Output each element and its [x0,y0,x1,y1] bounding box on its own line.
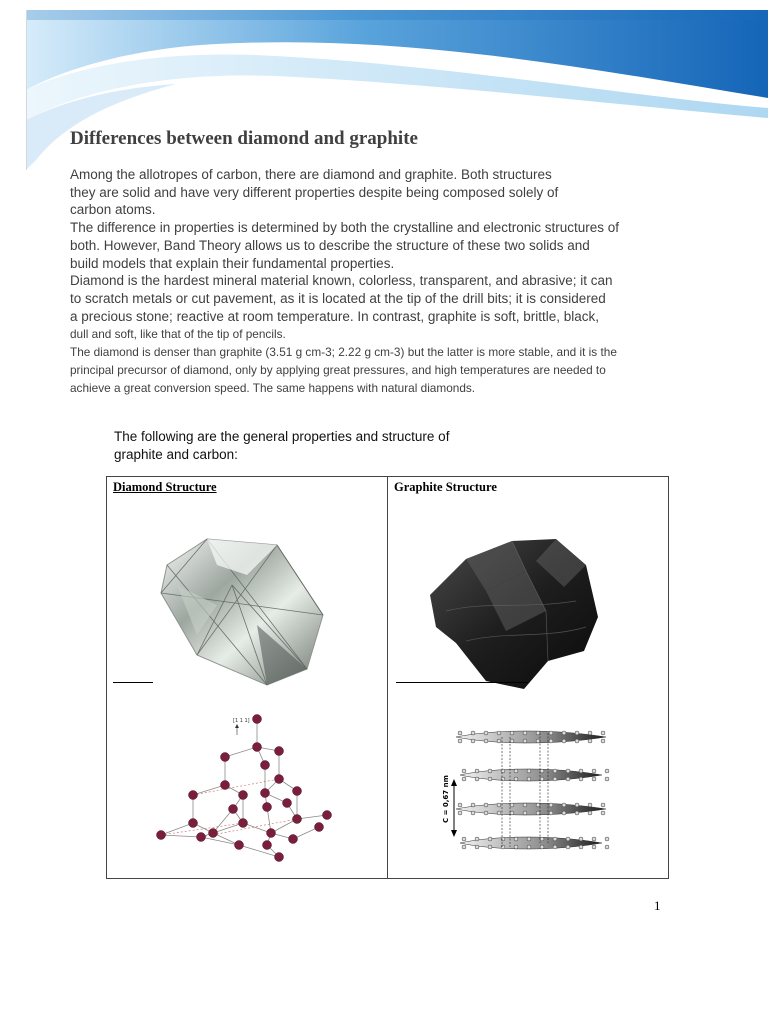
graphite-atom [462,837,466,841]
graphite-cell [388,477,668,878]
graphite-atom [471,739,475,743]
graphite-atom [566,837,570,841]
intro-line: The difference in properties is determined by both the crystalline and electronic structures of [70,220,620,236]
graphite-atom [540,769,544,773]
graphite-atom [501,769,505,773]
graphite-atom [540,777,544,781]
graphite-atom [553,837,557,841]
diamond-rule-line [113,682,153,683]
graphite-atom [510,811,514,815]
graphite-atom [562,803,566,807]
intro-small-line: principal precursor of diamond, only by applying great pressures, and high temperatures are needed to [70,363,606,378]
graphite-atom [458,739,462,743]
graphite-atom [540,837,544,841]
graphite-layer-sheet [456,731,606,743]
graphite-atom [497,803,501,807]
left-margin-rule [26,10,27,170]
graphite-rule-line [396,682,528,683]
graphite-atom [458,803,462,807]
graphite-atom [601,811,605,815]
graphite-atom [488,777,492,781]
graphite-atom [514,837,518,841]
graphite-atom [471,811,475,815]
structure-table [106,476,669,879]
lead-line: The following are the general properties and structure of [114,429,450,444]
graphite-atom [592,837,596,841]
graphite-atom [601,739,605,743]
graphite-atom [605,837,609,841]
intro-line: a precious stone; reactive at room temperature. In contrast, graphite is soft, brittle, black, [70,308,599,324]
graphite-atom [592,777,596,781]
page-number: 1 [654,898,661,913]
graphite-atom [462,777,466,781]
diamond-cell [107,477,388,878]
intro-small-line: dull and soft, like that of the tip of pencils. [70,327,286,342]
graphite-atom [601,803,605,807]
graphite-atom [484,803,488,807]
graphite-atom [566,769,570,773]
graphite-atom [488,769,492,773]
graphite-atom [484,739,488,743]
graphite-atom [566,777,570,781]
intro-line: build models that explain their fundamental properties. [70,255,395,271]
graphite-atom [475,769,479,773]
lattice-direction-label: [1 1 1] [233,718,250,724]
graphite-atom [475,777,479,781]
intro-small-line: The diamond is denser than graphite (3.51 g cm-3; 2.22 g cm-3) but the latter is more stable, and it is the [70,345,617,360]
intro-line: carbon atoms. [70,202,156,218]
diamond-lattice-diagram [147,709,347,869]
graphite-atom [527,777,531,781]
header-wave-banner [26,10,768,175]
intro-line: Among the allotropes of carbon, there are diamond and graphite. Both structures [70,167,552,182]
graphite-atom [471,803,475,807]
graphite-atom [527,845,531,849]
graphite-atom [588,811,592,815]
graphite-atom [458,731,462,735]
graphite-atom [536,731,540,735]
graphite-atom [605,845,609,849]
graphite-atom [471,731,475,735]
graphite-atom [536,739,540,743]
graphite-atom [475,845,479,849]
graphite-atom [458,811,462,815]
graphite-atom [514,845,518,849]
intro-small-line: achieve a great conversion speed. The same happens with natural diamonds. [70,381,476,396]
graphite-atom [562,811,566,815]
graphite-atom [497,739,501,743]
graphite-rock-image [426,531,602,695]
intro-line: Diamond is the hardest mineral material known, colorless, transparent, and abrasive; it can [70,273,613,289]
graphite-atom [488,837,492,841]
graphite-atom [510,803,514,807]
graphite-atom [592,769,596,773]
page-title: Differences between diamond and graphite [70,128,418,149]
graphite-atom [497,811,501,815]
graphite-atom [523,803,527,807]
graphite-atom [523,739,527,743]
graphite-atom [605,769,609,773]
graphite-atom [579,769,583,773]
graphite-atom [601,731,605,735]
graphite-layers-diagram [436,723,616,859]
graphite-atom [523,811,527,815]
graphite-atom [592,845,596,849]
intro-line: both. However, Band Theory allows us to describe the structure of these two solids and [70,237,590,253]
graphite-atom [553,769,557,773]
graphite-atom [566,845,570,849]
graphite-atom [484,731,488,735]
graphite-atom [549,739,553,743]
graphite-atom [523,731,527,735]
graphite-atom [514,769,518,773]
graphite-atom [501,777,505,781]
graphite-atom [549,803,553,807]
graphite-atom [549,811,553,815]
graphite-atom [575,811,579,815]
graphite-atom [588,739,592,743]
graphite-layer-sheet [456,803,606,815]
graphite-atom [514,777,518,781]
diamond-gem-image [157,535,329,687]
graphite-atom [553,845,557,849]
graphite-atom [527,837,531,841]
graphite-atom [588,803,592,807]
graphite-atom [501,845,505,849]
graphite-atom [536,811,540,815]
graphite-atom [579,777,583,781]
graphite-atom [562,739,566,743]
graphite-atom [475,837,479,841]
graphite-header: Graphite Structure [394,480,497,494]
graphite-atom [579,845,583,849]
graphite-atom [605,777,609,781]
interlayer-spacing-label: C = 0,67 nm [442,775,450,823]
graphite-atom [497,731,501,735]
graphite-atom [575,739,579,743]
graphite-atom [510,731,514,735]
intro-line: they are solid and have very different properties despite being composed solely of [70,184,559,200]
graphite-atom [540,845,544,849]
graphite-atom [579,837,583,841]
graphite-atom [510,739,514,743]
graphite-atom [562,731,566,735]
graphite-atom [549,731,553,735]
graphite-atom [536,803,540,807]
lead-line: graphite and carbon: [114,447,238,462]
graphite-atom [575,731,579,735]
graphite-atom [588,731,592,735]
graphite-atom [462,845,466,849]
graphite-atom [527,769,531,773]
graphite-atom [553,777,557,781]
intro-line: to scratch metals or cut pavement, as it is located at the tip of the drill bits; it is considered [70,290,606,306]
graphite-atom [575,803,579,807]
lead-paragraph [114,428,449,464]
graphite-atom [462,769,466,773]
graphite-atom [488,845,492,849]
graphite-atom [484,811,488,815]
graphite-atom [501,837,505,841]
diamond-header: Diamond Structure [113,480,217,494]
intro-paragraph [70,166,670,397]
